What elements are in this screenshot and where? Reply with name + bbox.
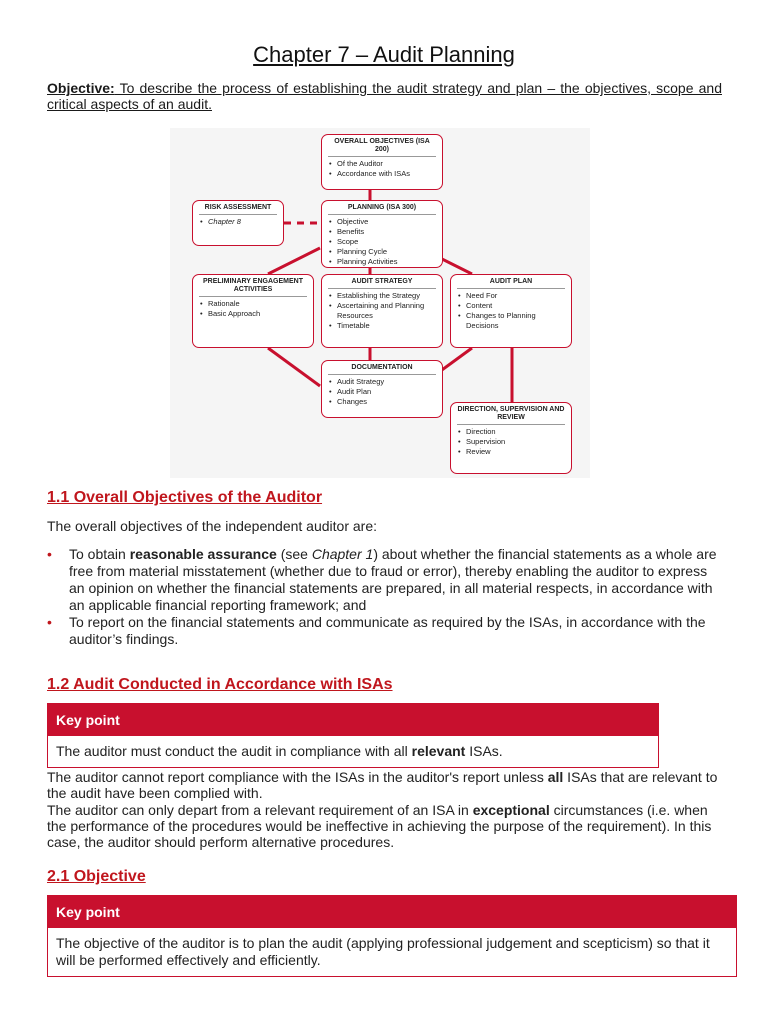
box-plan-item: • Content xyxy=(457,301,565,311)
box-planning xyxy=(321,200,443,268)
paragraph-text: The auditor cannot report compliance with the ISAs in the auditor's report unless xyxy=(47,769,548,785)
heading-audit-conducted: 1.2 Audit Conducted in Accordance with ISAs xyxy=(47,676,393,693)
paragraph-text: The auditor can only depart from a relevant requirement of an ISA in xyxy=(47,802,473,818)
box-planning-item: • Planning Cycle xyxy=(328,247,436,257)
box-documentation-item: • Audit Plan xyxy=(328,387,436,397)
bullet-text: (see xyxy=(276,546,312,562)
box-planning-item: • Benefits xyxy=(328,227,436,237)
box-strategy-item: • Establishing the Strategy xyxy=(328,291,436,301)
box-planning-item: • Planning Activities xyxy=(328,257,436,267)
key-point-box xyxy=(47,703,659,768)
key-point-text xyxy=(48,736,658,767)
box-plan-title: AUDIT PLAN xyxy=(457,278,565,289)
box-risk-item: • Chapter 8 xyxy=(199,217,277,227)
box-audit-plan xyxy=(450,274,572,348)
overall-objectives-intro: The overall objectives of the independent auditor are: xyxy=(47,518,377,534)
heading-objective: 2.1 Objective xyxy=(47,868,146,885)
paragraph-emphasis: all xyxy=(547,769,564,785)
list-item: • To report on the financial statements and communicate as required by the ISAs, in accordance with the auditor’s findings. xyxy=(47,614,722,648)
heading-overall-objectives: 1.1 Overall Objectives of the Auditor xyxy=(47,489,323,506)
box-overall-item: • Of the Auditor xyxy=(328,159,436,169)
box-direction-item: • Review xyxy=(457,447,565,457)
box-plan-item: • Need For xyxy=(457,291,565,301)
box-strategy-item: • Timetable xyxy=(328,321,436,331)
box-overall-title: OVERALL OBJECTIVES (ISA 200) xyxy=(328,138,436,157)
key-point-box xyxy=(47,895,737,977)
box-strategy-title: AUDIT STRATEGY xyxy=(328,278,436,289)
box-documentation xyxy=(321,360,443,418)
paragraph-emphasis: exceptional xyxy=(472,802,550,818)
box-plan-item: • Changes to Planning Decisions xyxy=(457,311,565,331)
departure-paragraph xyxy=(47,802,722,850)
box-risk-assessment xyxy=(192,200,284,246)
connector-preliminary-documentation xyxy=(268,348,320,386)
key-point-emphasis: relevant xyxy=(411,743,466,759)
box-direction-item: • Supervision xyxy=(457,437,565,447)
paragraph-text: ISAs that are relevant to the audit have been complied with. xyxy=(47,769,718,801)
box-preliminary-item: • Rationale xyxy=(199,299,307,309)
key-point-label: Key point xyxy=(48,704,658,736)
key-point-label: Key point xyxy=(48,896,736,928)
bullet-text: To obtain xyxy=(69,546,130,562)
box-strategy-item: • Ascertaining and Planning Resources xyxy=(328,301,436,321)
objective-text: To describe the process of establishing the audit strategy and plan – the objectives, scope and critical aspects of an audit. xyxy=(47,80,722,112)
bullet-text: ) about whether the financial statements as a whole are free from material misstatement (whether due to fraud or error), thereby enabling the auditor to express an opinion on whether the financial statements are prepared, in all material respects, in accordance with an applicable financial reporting framework; and xyxy=(69,546,717,613)
box-direction-item: • Direction xyxy=(457,427,565,437)
bullet-emphasis: reasonable assurance xyxy=(129,546,277,562)
key-point-text-part: The auditor must conduct the audit in compliance with all xyxy=(56,743,412,759)
box-overall-item: • Accordance with ISAs xyxy=(328,169,436,179)
list-item xyxy=(47,546,722,614)
compliance-paragraph xyxy=(47,769,722,801)
connector-planning-preliminary xyxy=(268,248,320,274)
overall-objectives-list xyxy=(47,546,722,648)
page-title: Chapter 7 – Audit Planning xyxy=(253,42,515,67)
objective-statement xyxy=(47,80,722,112)
box-documentation-item: • Changes xyxy=(328,397,436,407)
key-point-text: The objective of the auditor is to plan the audit (applying professional judgement and scepticism) so that it will be performed effectively and efficiently. xyxy=(48,928,736,976)
box-planning-item: • Objective xyxy=(328,217,436,227)
box-planning-item: • Scope xyxy=(328,237,436,247)
box-audit-strategy xyxy=(321,274,443,348)
box-preliminary-engagement xyxy=(192,274,314,348)
box-preliminary-title: PRELIMINARY ENGAGEMENT ACTIVITIES xyxy=(199,278,307,297)
box-direction-title: DIRECTION, SUPERVISION AND REVIEW xyxy=(457,406,565,425)
audit-planning-diagram xyxy=(170,128,590,478)
box-documentation-item: • Audit Strategy xyxy=(328,377,436,387)
objective-label: Objective: xyxy=(47,80,115,96)
key-point-text-part: ISAs. xyxy=(465,743,503,759)
chapter-reference: Chapter 1 xyxy=(311,546,374,562)
box-planning-title: PLANNING (ISA 300) xyxy=(328,204,436,215)
box-overall-objectives xyxy=(321,134,443,190)
paragraph-text: circumstances (i.e. when the performance of the procedures would be ineffective in achieving the purpose of the requirement). In this case, the auditor should perform alternative procedures. xyxy=(47,802,712,850)
box-preliminary-item: • Basic Approach xyxy=(199,309,307,319)
box-risk-title: RISK ASSESSMENT xyxy=(199,204,277,215)
box-documentation-title: DOCUMENTATION xyxy=(328,364,436,375)
box-direction-supervision-review xyxy=(450,402,572,474)
